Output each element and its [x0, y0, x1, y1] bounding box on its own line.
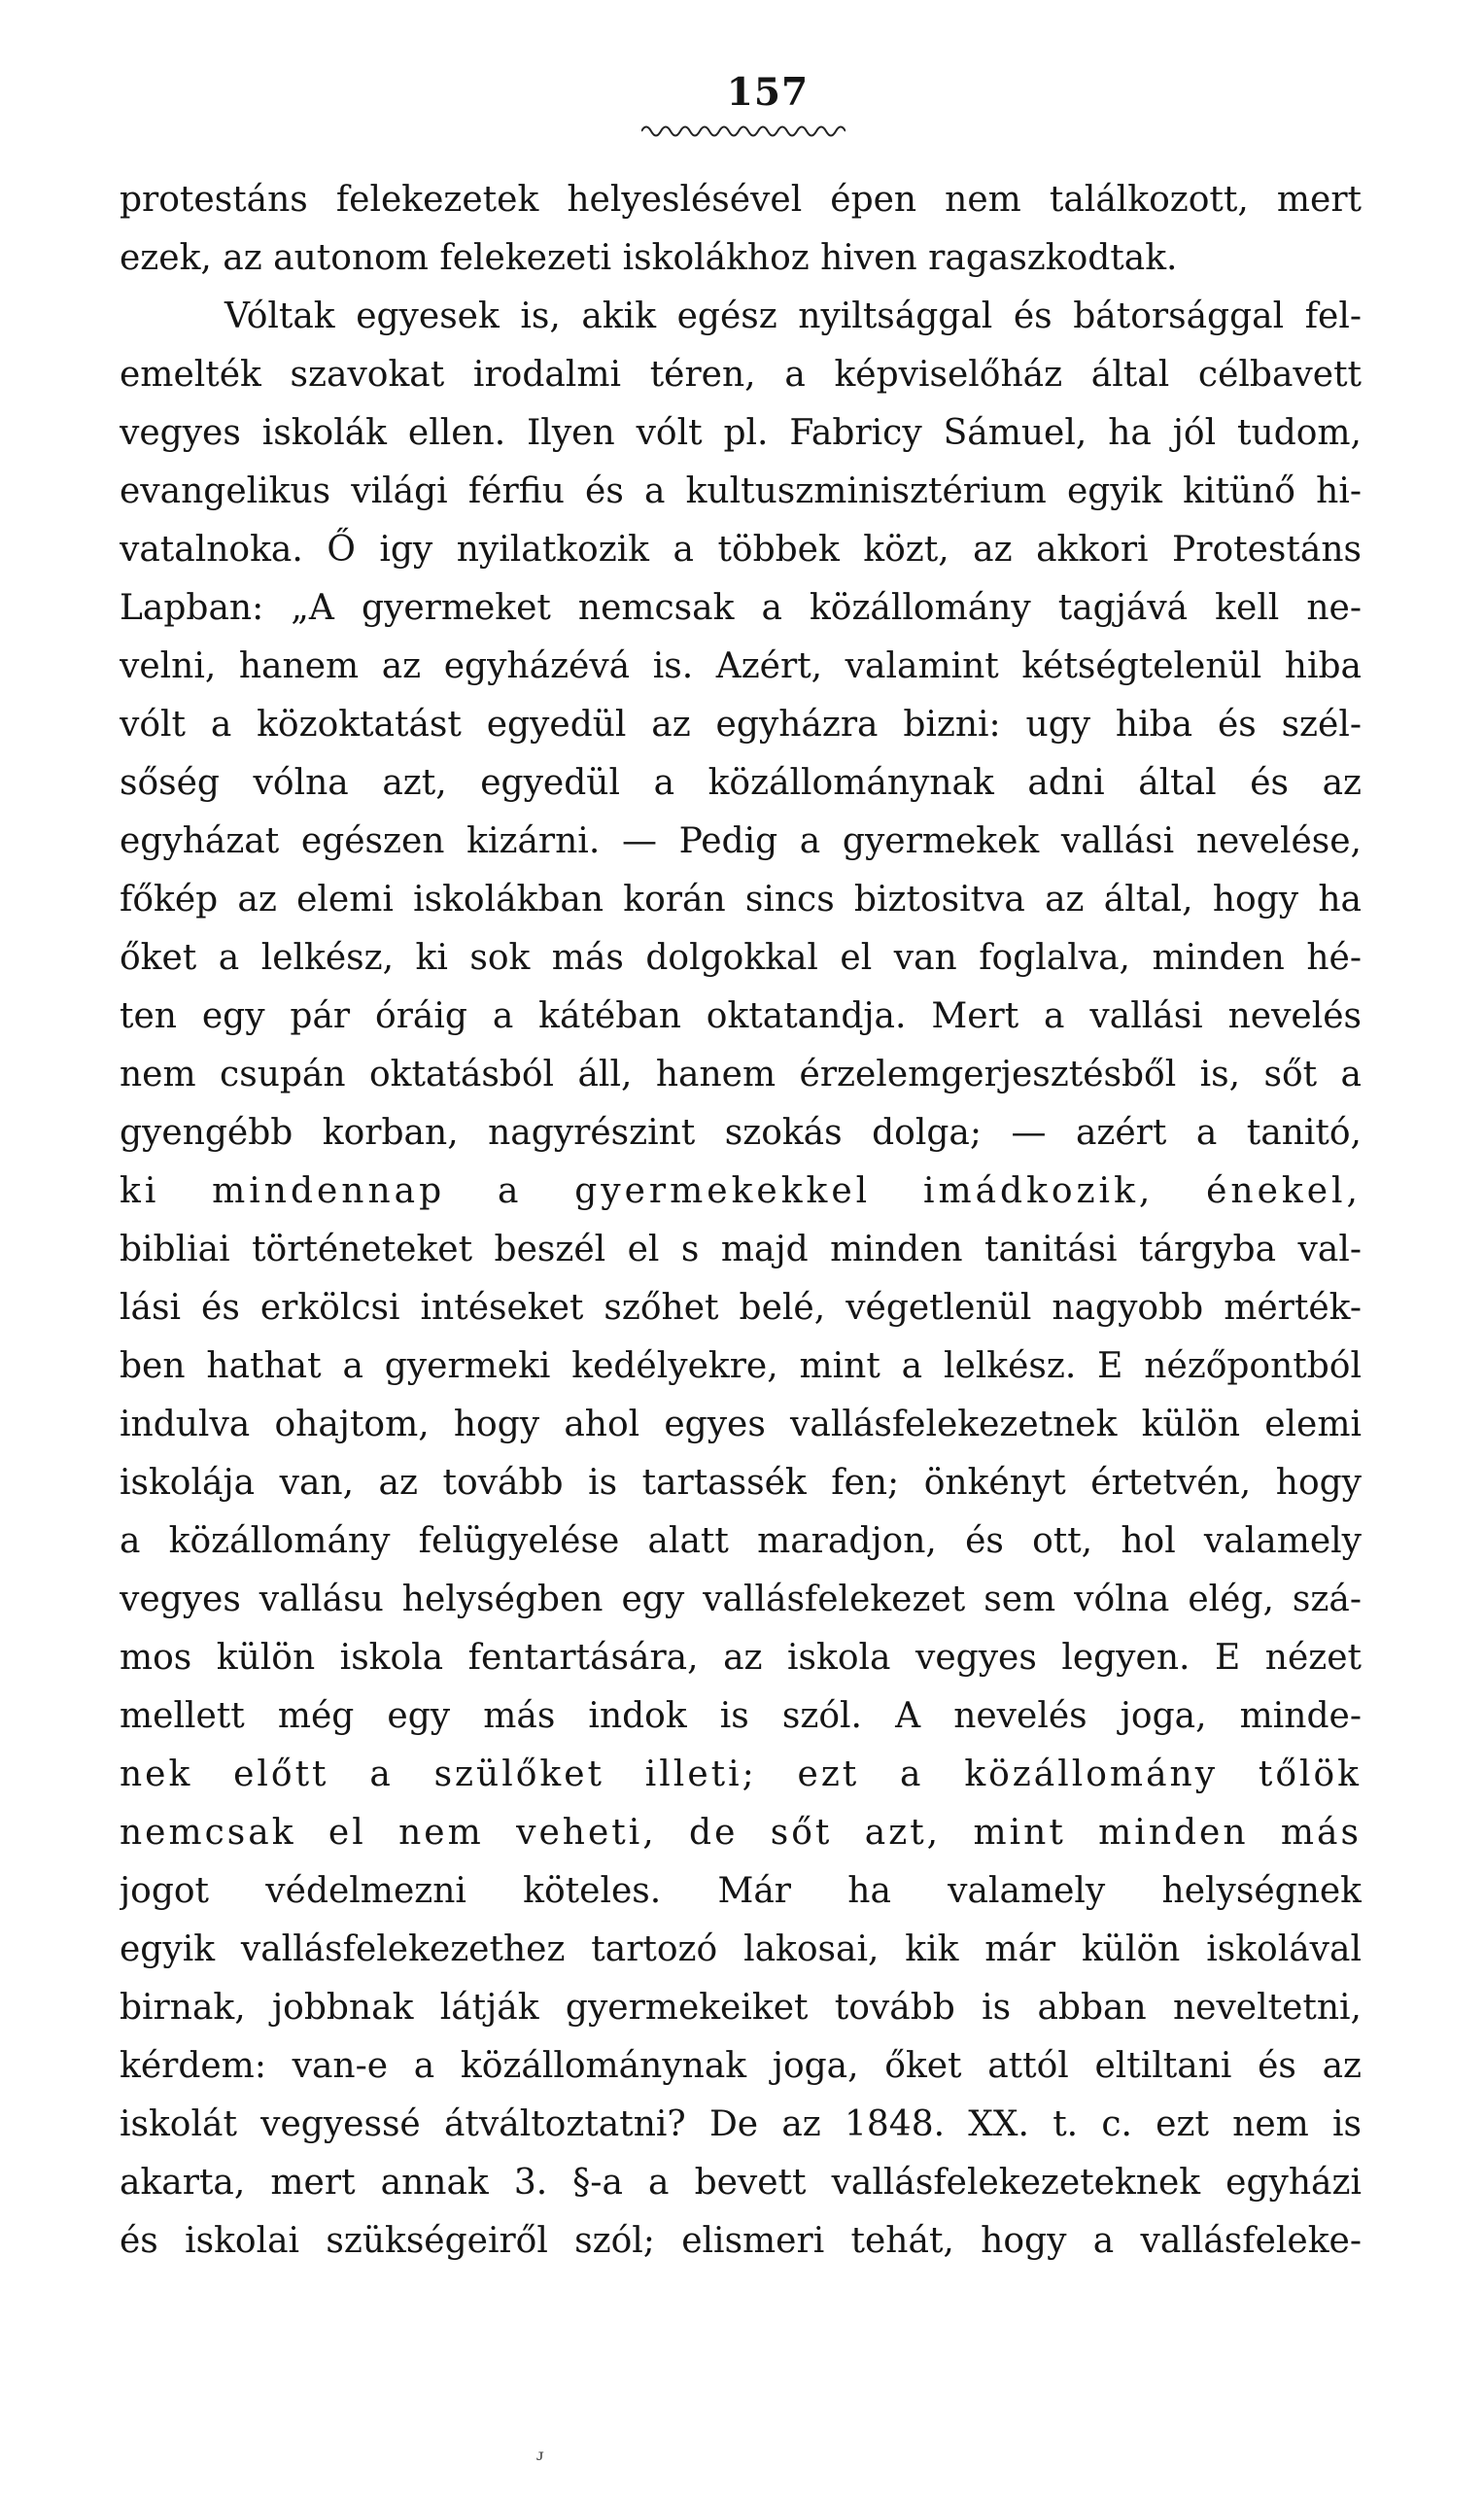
text-line: indulva ohajtom, hogy ahol egyes vallásfelekezetnek külön elemi — [120, 1405, 1362, 1444]
text-line: iskolát vegyessé átváltoztatni? De az 1848. XX. t. c. ezt nem is — [120, 2104, 1362, 2144]
text-line: mos külön iskola fentartására, az iskola vegyes legyen. E nézet — [120, 1638, 1362, 1678]
text-line: akarta, mert annak 3. §-a a bevett vallásfelekezeteknek egyházi — [120, 2163, 1362, 2203]
text-line: és iskolai szükségeiről szól; elismeri tehát, hogy a vallásfeleke- — [120, 2221, 1362, 2261]
text-line: Lapban: „A gyermeket nemcsak a közállomány tagjává kell ne- — [120, 588, 1362, 628]
text-line: ten egy pár óráig a kátéban oktatandja. Mert a vallási nevelés — [120, 996, 1362, 1036]
text-line: gyengébb korban, nagyrészint szokás dolga; — azért a tanitó, — [120, 1113, 1362, 1153]
text-line: Vóltak egyesek is, akik egész nyiltsággal és bátorsággal fel- — [224, 296, 1362, 336]
page-number: 157 — [726, 70, 810, 115]
text-line: mellett még egy más indok is szól. A nevelés joga, minde- — [120, 1696, 1362, 1736]
text-line: őket a lelkész, ki sok más dolgokkal el van foglalva, minden hé- — [120, 938, 1362, 978]
text-line: birnak, jobbnak látják gyermekeiket tovább is abban neveltetni, — [120, 1988, 1362, 2028]
text-line: egyik vallásfelekezethez tartozó lakosai, kik már külön iskolával — [120, 1929, 1362, 1969]
text-line: ben hathat a gyermeki kedélyekre, mint a lelkész. E nézőpontból — [120, 1346, 1362, 1386]
text-line: vegyes iskolák ellen. Ilyen vólt pl. Fabricy Sámuel, ha jól tudom, — [120, 413, 1362, 453]
text-line: ki mindennap a gyermekekkel imádkozik, énekel, — [120, 1171, 1362, 1211]
text-line: nemcsak el nem veheti, de sőt azt, mint minden más — [120, 1813, 1362, 1853]
text-line: a közállomány felügyelése alatt maradjon, és ott, hol valamely — [120, 1521, 1362, 1561]
text-line: bibliai történeteket beszél el s majd minden tanitási tárgyba val- — [120, 1230, 1362, 1269]
text-line: ezek, az autonom felekezeti iskolákhoz hiven ragaszkodtak. — [120, 238, 1178, 278]
text-line: sőség vólna azt, egyedül a közállománynak adni által és az — [120, 763, 1362, 803]
text-line: velni, hanem az egyházévá is. Azért, valamint kétségtelenül hiba — [120, 646, 1362, 686]
text-line: protestáns felekezetek helyeslésével épen nem találkozott, mert — [120, 180, 1362, 220]
bottom-mark: ᴊ — [536, 2446, 544, 2464]
text-line: jogot védelmezni köteles. Már ha valamely helységnek — [120, 1871, 1362, 1911]
text-line: evangelikus világi férfiu és a kultuszminisztérium egyik kitünő hi- — [120, 471, 1362, 511]
text-line: egyházat egészen kizárni. — Pedig a gyermekek vallási nevelése, — [120, 821, 1362, 861]
text-line: főkép az elemi iskolákban korán sincs biztositva az által, hogy ha — [120, 880, 1362, 920]
text-line: vólt a közoktatást egyedül az egyházra bizni: ugy hiba és szél- — [120, 705, 1362, 745]
text-line: nek előtt a szülőket illeti; ezt a közállomány tőlök — [120, 1754, 1362, 1794]
wavy-rule-ornament — [641, 122, 846, 140]
text-line: emelték szavokat irodalmi téren, a képviselőház által célbavett — [120, 355, 1362, 395]
text-line: vatalnoka. Ő igy nyilatkozik a többek közt, az akkori Protestáns — [120, 530, 1362, 570]
text-line: lási és erkölcsi intéseket szőhet belé, végetlenül nagyobb mérték- — [120, 1288, 1362, 1328]
text-line: iskolája van, az tovább is tartassék fen; önkényt értetvén, hogy — [120, 1463, 1362, 1503]
text-line: nem csupán oktatásból áll, hanem érzelemgerjesztésből is, sőt a — [120, 1055, 1362, 1094]
text-line: kérdem: van-e a közállománynak joga, őket attól eltiltani és az — [120, 2046, 1362, 2086]
body-text — [120, 171, 1362, 2271]
text-line: vegyes vallásu helységben egy vallásfelekezet sem vólna elég, szá- — [120, 1580, 1362, 1619]
